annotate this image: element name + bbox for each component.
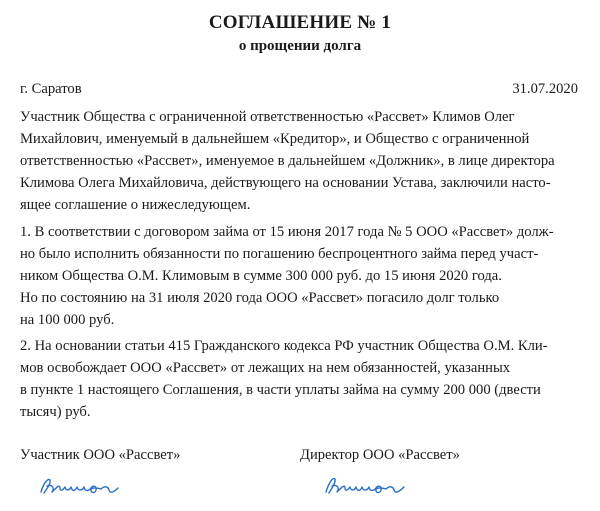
date: 31.07.2020 <box>512 81 578 97</box>
signature-left-label: Участник ООО «Рассвет» <box>20 447 181 463</box>
clause-1-line: но было исполнить обязанности по погашению беспроцентного займа перед участ- <box>20 246 539 262</box>
preamble-line: ящее соглашение о нижеследующем. <box>20 197 251 213</box>
clause-1-line: на 100 000 руб. <box>20 312 115 328</box>
city: г. Саратов <box>20 81 82 97</box>
preamble-line: Михайлович, именуемый в дальнейшем «Кредитор», и Общество с ограниченной <box>20 131 530 147</box>
signature-right-handwriting <box>322 468 414 500</box>
signature-right-label: Директор ООО «Рассвет» <box>300 447 460 463</box>
signature-left-icon <box>38 470 128 500</box>
document-title: СОГЛАШЕНИЕ № 1 <box>208 12 392 33</box>
signature-right-icon <box>322 468 414 500</box>
preamble-line: ответственностью «Рассвет», именуемое в дальнейшем «Должник», в лице директора <box>20 153 555 169</box>
preamble-line: Участник Общества с ограниченной ответственностью «Рассвет» Климов Олег <box>20 109 515 125</box>
clause-1-line: Но по состоянию на 31 июля 2020 года ООО «Рассвет» погасило долг только <box>20 290 500 306</box>
clause-2-line: мов освобождает ООО «Рассвет» от лежащих на нем обязанностей, указанных <box>20 360 511 376</box>
clause-1-line: ником Общества О.М. Климовым в сумме 300 000 руб. до 15 июня 2020 года. <box>20 268 502 284</box>
signature-left-handwriting <box>38 470 128 500</box>
clause-1-line: 1. В соответствии с договором займа от 15 июня 2017 года № 5 ООО «Рассвет» долж- <box>20 224 554 240</box>
preamble-line: Климова Олега Михайловича, действующего на основании Устава, заключили насто- <box>20 175 551 191</box>
clause-2-line: в пункте 1 настоящего Соглашения, в части уплаты займа на сумму 200 000 (двести <box>20 382 541 398</box>
clause-2-line: тысяч) руб. <box>20 404 91 420</box>
document-subtitle: о прощении долга <box>238 38 362 54</box>
clause-2-line: 2. На основании статьи 415 Гражданского кодекса РФ участник Общества О.М. Кли- <box>20 338 548 354</box>
